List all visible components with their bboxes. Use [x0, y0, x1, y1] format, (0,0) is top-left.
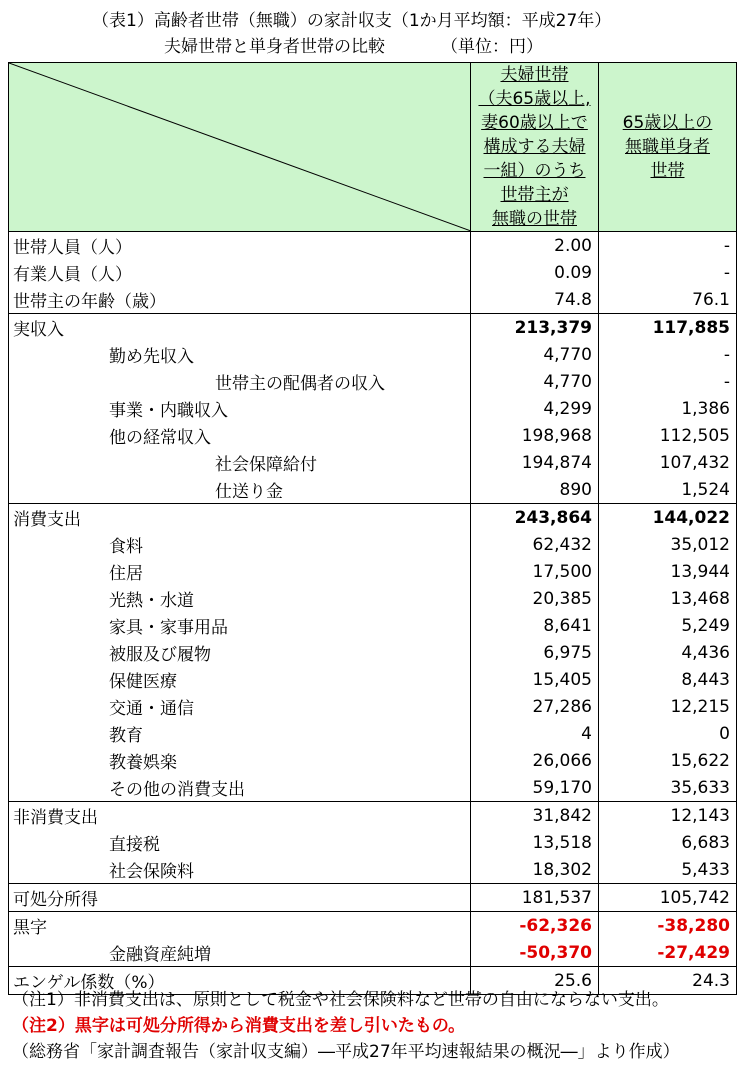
- table-row: [9, 612, 737, 639]
- row-label: 社会保険料: [9, 856, 471, 884]
- row-label: 社会保障給付: [9, 449, 471, 476]
- table-row: [9, 939, 737, 967]
- single-value: 6,683: [599, 829, 737, 856]
- single-value: 24.3: [599, 967, 737, 995]
- row-label: 世帯主の配偶者の収入: [9, 368, 471, 395]
- single-value: 13,944: [599, 558, 737, 585]
- couple-value: 62,432: [471, 531, 599, 558]
- header-line: 無職の世帯: [492, 209, 577, 229]
- couple-value: 213,379: [471, 314, 599, 342]
- couple-value: 15,405: [471, 666, 599, 693]
- header-line: 無職単身者: [625, 137, 710, 157]
- table-row: [9, 747, 737, 774]
- single-value: 117,885: [599, 314, 737, 342]
- row-label: 光熱・水道: [9, 585, 471, 612]
- header-line: （夫65歳以上,: [478, 89, 591, 109]
- couple-value: 243,864: [471, 504, 599, 532]
- couple-value: 31,842: [471, 802, 599, 830]
- header-single-households: [599, 63, 737, 232]
- single-value: 4,436: [599, 639, 737, 666]
- couple-value: -50,370: [471, 939, 599, 967]
- couple-value: 17,500: [471, 558, 599, 585]
- single-value: -27,429: [599, 939, 737, 967]
- single-value: -: [599, 232, 737, 260]
- row-label: 住居: [9, 558, 471, 585]
- table-row: [9, 829, 737, 856]
- table-row: [9, 449, 737, 476]
- table-row: [9, 476, 737, 504]
- header-row: [9, 63, 737, 232]
- couple-value: 4,299: [471, 395, 599, 422]
- row-label: 非消費支出: [9, 802, 471, 830]
- row-label: 直接税: [9, 829, 471, 856]
- single-value: 5,433: [599, 856, 737, 884]
- header-line: 世帯: [650, 161, 685, 181]
- couple-value: 6,975: [471, 639, 599, 666]
- single-value: 8,443: [599, 666, 737, 693]
- couple-value: 74.8: [471, 286, 599, 314]
- header-line: 構成する夫婦: [483, 137, 586, 157]
- couple-value: 18,302: [471, 856, 599, 884]
- single-value: 112,505: [599, 422, 737, 449]
- header-corner-cell: [9, 63, 471, 232]
- unit-label: （単位：円）: [441, 37, 543, 57]
- couple-value: 4: [471, 720, 599, 747]
- row-label: 教養娯楽: [9, 747, 471, 774]
- row-label: エンゲル係数（%）: [9, 967, 471, 995]
- row-label: 食料: [9, 531, 471, 558]
- single-value: 1,524: [599, 476, 737, 504]
- couple-value: 59,170: [471, 774, 599, 802]
- header-line: 世帯主が: [500, 185, 569, 205]
- couple-value: 4,770: [471, 368, 599, 395]
- row-label: 金融資産純増: [9, 939, 471, 967]
- single-value: 105,742: [599, 884, 737, 912]
- household-budget-table: [8, 62, 737, 995]
- table-row: [9, 912, 737, 940]
- row-label: 勤め先収入: [9, 341, 471, 368]
- couple-value: 194,874: [471, 449, 599, 476]
- single-value: 35,633: [599, 774, 737, 802]
- table-row: [9, 368, 737, 395]
- table-row: [9, 422, 737, 449]
- row-label: 仕送り金: [9, 476, 471, 504]
- couple-value: 0.09: [471, 259, 599, 286]
- row-label: 保健医療: [9, 666, 471, 693]
- table-row: [9, 856, 737, 884]
- subtitle-text: 夫婦世帯と単身者世帯の比較: [164, 37, 385, 57]
- table-row: [9, 884, 737, 912]
- row-label: 実収入: [9, 314, 471, 342]
- couple-value: 25.6: [471, 967, 599, 995]
- table-subtitle: [164, 36, 746, 58]
- couple-value: 198,968: [471, 422, 599, 449]
- table-row: [9, 395, 737, 422]
- row-label: 被服及び履物: [9, 639, 471, 666]
- couple-value: 4,770: [471, 341, 599, 368]
- header-line: 一組）のうち: [483, 161, 586, 181]
- row-label: 事業・内職収入: [9, 395, 471, 422]
- couple-value: 20,385: [471, 585, 599, 612]
- row-label: 交通・通信: [9, 693, 471, 720]
- single-value: 15,622: [599, 747, 737, 774]
- single-value: 5,249: [599, 612, 737, 639]
- table-row: [9, 720, 737, 747]
- single-value: 0: [599, 720, 737, 747]
- row-label: 消費支出: [9, 504, 471, 532]
- table-row: [9, 774, 737, 802]
- table-title: （表1）高齢者世帯（無職）の家計収支（1か月平均額：平成27年）: [92, 11, 612, 31]
- row-label: 世帯人員（人）: [9, 232, 471, 260]
- table-row: [9, 639, 737, 666]
- table-row: [9, 232, 737, 260]
- single-value: 13,468: [599, 585, 737, 612]
- table-row: [9, 341, 737, 368]
- row-label: 他の経常収入: [9, 422, 471, 449]
- single-value: 144,022: [599, 504, 737, 532]
- single-value: 35,012: [599, 531, 737, 558]
- couple-value: 890: [471, 476, 599, 504]
- row-label: 世帯主の年齢（歳）: [9, 286, 471, 314]
- row-label: 家具・家事用品: [9, 612, 471, 639]
- header-line: 65歳以上の: [622, 113, 713, 133]
- row-label: 黒字: [9, 912, 471, 940]
- row-label: その他の消費支出: [9, 774, 471, 802]
- couple-value: 2.00: [471, 232, 599, 260]
- single-value: 12,143: [599, 802, 737, 830]
- header-line: 夫婦世帯: [500, 65, 569, 85]
- table-row: [9, 802, 737, 830]
- header-couple-households: [471, 63, 599, 232]
- table-row: [9, 286, 737, 314]
- single-value: 76.1: [599, 286, 737, 314]
- table-row: [9, 504, 737, 532]
- row-label: 有業人員（人）: [9, 259, 471, 286]
- single-value: -: [599, 368, 737, 395]
- row-label: 可処分所得: [9, 884, 471, 912]
- table-row: [9, 585, 737, 612]
- couple-value: 8,641: [471, 612, 599, 639]
- single-value: -38,280: [599, 912, 737, 940]
- couple-value: 13,518: [471, 829, 599, 856]
- row-label: 教育: [9, 720, 471, 747]
- diagonal-line: [9, 63, 471, 231]
- table-row: [9, 531, 737, 558]
- note-1: （注1）非消費支出は、原則として税金や社会保険料など世帯の自由にならない支出。: [12, 990, 669, 1010]
- single-value: 107,432: [599, 449, 737, 476]
- couple-value: -62,326: [471, 912, 599, 940]
- table-row: [9, 259, 737, 286]
- source-note: （総務省「家計調査報告（家計収支編）―平成27年平均速報結果の概況―」より作成）: [12, 1042, 680, 1062]
- couple-value: 26,066: [471, 747, 599, 774]
- table-row: [9, 666, 737, 693]
- single-value: 12,215: [599, 693, 737, 720]
- couple-value: 27,286: [471, 693, 599, 720]
- single-value: -: [599, 259, 737, 286]
- table-row: [9, 558, 737, 585]
- single-value: -: [599, 341, 737, 368]
- couple-value: 181,537: [471, 884, 599, 912]
- header-line: 妻60歳以上で: [481, 113, 588, 133]
- table-row: [9, 314, 737, 342]
- table-row: [9, 693, 737, 720]
- single-value: 1,386: [599, 395, 737, 422]
- note-2: （注2）黒字は可処分所得から消費支出を差し引いたもの。: [12, 1016, 466, 1036]
